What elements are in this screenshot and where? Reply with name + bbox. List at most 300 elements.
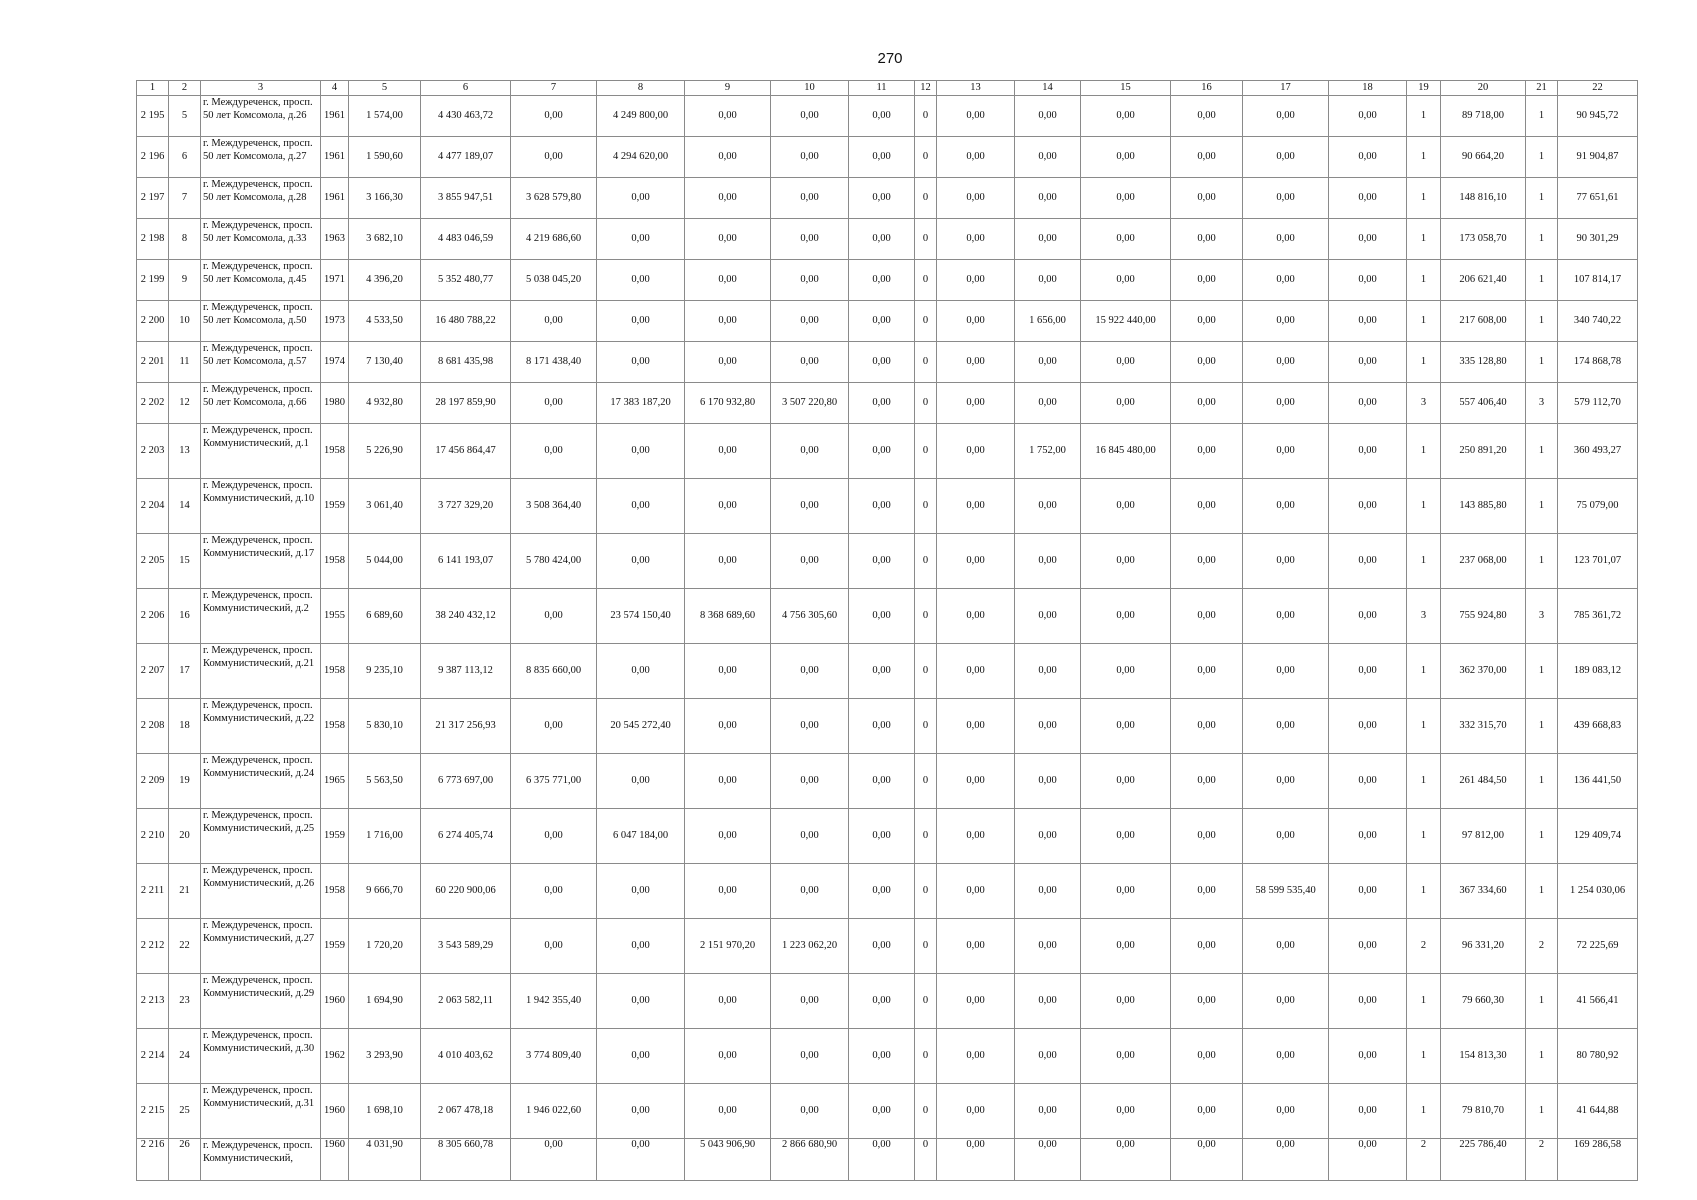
- table-cell: 0,00: [1015, 754, 1081, 809]
- table-cell: 217 608,00: [1441, 301, 1526, 342]
- table-row: [137, 864, 1638, 919]
- table-cell: 0,00: [771, 974, 849, 1029]
- table-cell: 2 205: [137, 534, 169, 589]
- address-cell: г. Междуреченск, просп. 50 лет Комсомола, д.50: [201, 301, 321, 342]
- table-cell: 0,00: [1015, 644, 1081, 699]
- table-cell: 0,00: [511, 864, 597, 919]
- table-cell: 0,00: [1243, 424, 1329, 479]
- column-header-3: 3: [201, 81, 321, 96]
- table-cell: 6 375 771,00: [511, 754, 597, 809]
- table-cell: 0,00: [1081, 974, 1171, 1029]
- table-cell: 11: [169, 342, 201, 383]
- table-cell: 0,00: [1329, 178, 1407, 219]
- table-cell: 8: [169, 219, 201, 260]
- table-row: [137, 644, 1638, 699]
- column-header-19: 19: [1407, 81, 1441, 96]
- table-cell: 1 574,00: [349, 96, 421, 137]
- table-cell: 6: [169, 137, 201, 178]
- table-body: [137, 96, 1638, 1181]
- table-cell: 0,00: [511, 301, 597, 342]
- table-cell: 0,00: [1243, 1139, 1329, 1181]
- table-cell: 18: [169, 699, 201, 754]
- table-cell: 0: [915, 699, 937, 754]
- table-cell: 1980: [321, 383, 349, 424]
- table-cell: 1: [1526, 219, 1558, 260]
- table-cell: 14: [169, 479, 201, 534]
- table-cell: 0,00: [597, 301, 685, 342]
- table-cell: 17 456 864,47: [421, 424, 511, 479]
- table-cell: 0,00: [1243, 1029, 1329, 1084]
- table-cell: 0,00: [1243, 137, 1329, 178]
- table-cell: 0,00: [1329, 809, 1407, 864]
- table-cell: 5 563,50: [349, 754, 421, 809]
- table-cell: 26: [169, 1139, 201, 1181]
- table-cell: 0,00: [1171, 424, 1243, 479]
- table-cell: 0,00: [1081, 1029, 1171, 1084]
- table-cell: 2 063 582,11: [421, 974, 511, 1029]
- table-cell: 250 891,20: [1441, 424, 1526, 479]
- table-cell: 2 203: [137, 424, 169, 479]
- table-cell: 0: [915, 1029, 937, 1084]
- table-cell: 0: [915, 260, 937, 301]
- table-cell: 0,00: [849, 754, 915, 809]
- table-cell: 0,00: [849, 1084, 915, 1139]
- table-cell: 0,00: [597, 1029, 685, 1084]
- table-row: [137, 301, 1638, 342]
- table-cell: 0,00: [937, 589, 1015, 644]
- table-cell: 0,00: [1171, 809, 1243, 864]
- table-cell: 1 946 022,60: [511, 1084, 597, 1139]
- table-cell: 0,00: [1329, 699, 1407, 754]
- table-cell: 0,00: [1015, 178, 1081, 219]
- table-cell: 148 816,10: [1441, 178, 1526, 219]
- table-cell: 0,00: [849, 809, 915, 864]
- table-cell: 8 171 438,40: [511, 342, 597, 383]
- table-cell: 0,00: [771, 644, 849, 699]
- column-header-22: 22: [1558, 81, 1638, 96]
- table-cell: 1: [1526, 137, 1558, 178]
- table-cell: 0,00: [771, 424, 849, 479]
- table-cell: 3 727 329,20: [421, 479, 511, 534]
- table-cell: 0,00: [849, 137, 915, 178]
- table-cell: 1 656,00: [1015, 301, 1081, 342]
- table-cell: 1: [1526, 342, 1558, 383]
- table-cell: 2 207: [137, 644, 169, 699]
- table-cell: 0,00: [1081, 96, 1171, 137]
- table-cell: 0,00: [937, 342, 1015, 383]
- table-row: [137, 974, 1638, 1029]
- address-cell: г. Междуреченск, просп. Коммунистический, д.25: [201, 809, 321, 864]
- table-cell: 0: [915, 974, 937, 1029]
- table-cell: 0,00: [511, 137, 597, 178]
- table-cell: 1: [1407, 219, 1441, 260]
- table-row: [137, 589, 1638, 644]
- table-cell: 0,00: [1243, 219, 1329, 260]
- table-cell: 154 813,30: [1441, 1029, 1526, 1084]
- table-cell: 1: [1526, 96, 1558, 137]
- table-cell: 0,00: [937, 301, 1015, 342]
- table-cell: 1: [1526, 809, 1558, 864]
- table-cell: 0,00: [1171, 534, 1243, 589]
- table-cell: 1: [1407, 1084, 1441, 1139]
- table-row: [137, 479, 1638, 534]
- table-cell: 0,00: [1243, 479, 1329, 534]
- table-cell: 0,00: [1015, 974, 1081, 1029]
- table-cell: 0,00: [937, 864, 1015, 919]
- table-cell: 169 286,58: [1558, 1139, 1638, 1181]
- table-cell: 0,00: [1081, 644, 1171, 699]
- table-cell: 2 197: [137, 178, 169, 219]
- table-cell: 6 141 193,07: [421, 534, 511, 589]
- table-cell: 1: [1526, 178, 1558, 219]
- table-cell: 0,00: [597, 219, 685, 260]
- table-cell: 79 810,70: [1441, 1084, 1526, 1139]
- table-cell: 72 225,69: [1558, 919, 1638, 974]
- table-cell: 0,00: [937, 137, 1015, 178]
- table-cell: 16 845 480,00: [1081, 424, 1171, 479]
- table-cell: 0,00: [1171, 1084, 1243, 1139]
- table-cell: 1 942 355,40: [511, 974, 597, 1029]
- table-cell: 0,00: [597, 534, 685, 589]
- table-cell: 579 112,70: [1558, 383, 1638, 424]
- table-row: [137, 534, 1638, 589]
- table-cell: 0: [915, 1084, 937, 1139]
- table-cell: 16: [169, 589, 201, 644]
- table-cell: 2 213: [137, 974, 169, 1029]
- table-cell: 1958: [321, 534, 349, 589]
- address-cell: г. Междуреченск, просп. Коммунистический, д.31: [201, 1084, 321, 1139]
- table-cell: 0,00: [849, 178, 915, 219]
- table-cell: 0,00: [849, 96, 915, 137]
- table-cell: 0,00: [771, 301, 849, 342]
- table-cell: 123 701,07: [1558, 534, 1638, 589]
- table-cell: 3 166,30: [349, 178, 421, 219]
- table-cell: 0,00: [1243, 260, 1329, 301]
- table-cell: 0,00: [685, 137, 771, 178]
- address-cell: г. Междуреченск, просп. 50 лет Комсомола, д.28: [201, 178, 321, 219]
- table-cell: 77 651,61: [1558, 178, 1638, 219]
- address-cell: г. Междуреченск, просп. Коммунистический, д.17: [201, 534, 321, 589]
- table-cell: 0,00: [1329, 919, 1407, 974]
- table-cell: 2 067 478,18: [421, 1084, 511, 1139]
- table-cell: 2 196: [137, 137, 169, 178]
- table-cell: 0,00: [597, 342, 685, 383]
- table-cell: 360 493,27: [1558, 424, 1638, 479]
- table-cell: 0,00: [1015, 589, 1081, 644]
- table-cell: 1: [1526, 301, 1558, 342]
- column-header-10: 10: [771, 81, 849, 96]
- table-cell: 0,00: [937, 424, 1015, 479]
- table-cell: 0,00: [1171, 754, 1243, 809]
- table-cell: 3 293,90: [349, 1029, 421, 1084]
- table-cell: 0,00: [849, 699, 915, 754]
- table-cell: 0,00: [1015, 342, 1081, 383]
- table-row: [137, 1084, 1638, 1139]
- table-cell: 0,00: [849, 1139, 915, 1181]
- table-cell: 0,00: [1015, 699, 1081, 754]
- table-cell: 79 660,30: [1441, 974, 1526, 1029]
- address-cell: г. Междуреченск, просп. Коммунистический, д.21: [201, 644, 321, 699]
- table-cell: 1 223 062,20: [771, 919, 849, 974]
- table-cell: 136 441,50: [1558, 754, 1638, 809]
- table-cell: 332 315,70: [1441, 699, 1526, 754]
- table-row: [137, 1029, 1638, 1084]
- table-cell: 5 038 045,20: [511, 260, 597, 301]
- table-cell: 0,00: [685, 754, 771, 809]
- table-cell: 0,00: [1329, 479, 1407, 534]
- table-cell: 173 058,70: [1441, 219, 1526, 260]
- table-cell: 0,00: [1329, 1139, 1407, 1181]
- table-cell: 20: [169, 809, 201, 864]
- table-cell: 1958: [321, 424, 349, 479]
- table-cell: 2 198: [137, 219, 169, 260]
- table-cell: 1: [1407, 1029, 1441, 1084]
- table-cell: 90 945,72: [1558, 96, 1638, 137]
- table-cell: 1974: [321, 342, 349, 383]
- table-cell: 1: [1407, 754, 1441, 809]
- table-cell: 0,00: [771, 1029, 849, 1084]
- table-cell: 0: [915, 754, 937, 809]
- table-cell: 0,00: [685, 699, 771, 754]
- table-cell: 0,00: [1329, 1029, 1407, 1084]
- table-cell: 0,00: [1329, 589, 1407, 644]
- table-cell: 0: [915, 219, 937, 260]
- table-cell: 0,00: [937, 479, 1015, 534]
- table-cell: 0,00: [1081, 809, 1171, 864]
- table-cell: 1: [1407, 809, 1441, 864]
- table-cell: 23 574 150,40: [597, 589, 685, 644]
- table-cell: 0,00: [1243, 919, 1329, 974]
- column-header-21: 21: [1526, 81, 1558, 96]
- table-cell: 19: [169, 754, 201, 809]
- table-cell: 9: [169, 260, 201, 301]
- table-cell: 0,00: [1243, 809, 1329, 864]
- table-cell: 0,00: [937, 809, 1015, 864]
- table-cell: 0,00: [849, 864, 915, 919]
- table-cell: 1958: [321, 864, 349, 919]
- table-cell: 1: [1407, 974, 1441, 1029]
- table-cell: 1: [1407, 301, 1441, 342]
- table-cell: 0,00: [937, 644, 1015, 699]
- table-cell: 2 211: [137, 864, 169, 919]
- table-cell: 2 151 970,20: [685, 919, 771, 974]
- column-header-18: 18: [1329, 81, 1407, 96]
- table-row: [137, 919, 1638, 974]
- table-cell: 0: [915, 479, 937, 534]
- table-cell: 0,00: [1171, 919, 1243, 974]
- table-cell: 0: [915, 424, 937, 479]
- table-cell: 367 334,60: [1441, 864, 1526, 919]
- table-cell: 1971: [321, 260, 349, 301]
- table-cell: 2 201: [137, 342, 169, 383]
- table-cell: 0,00: [511, 699, 597, 754]
- table-cell: 17: [169, 644, 201, 699]
- table-cell: 24: [169, 1029, 201, 1084]
- address-cell: г. Междуреченск, просп. 50 лет Комсомола, д.45: [201, 260, 321, 301]
- table-cell: 2 866 680,90: [771, 1139, 849, 1181]
- table-cell: 10: [169, 301, 201, 342]
- table-cell: 3: [1407, 589, 1441, 644]
- table-cell: 0,00: [511, 809, 597, 864]
- table-cell: 25: [169, 1084, 201, 1139]
- table-cell: 1: [1526, 260, 1558, 301]
- table-cell: 237 068,00: [1441, 534, 1526, 589]
- table-cell: 0,00: [1081, 1084, 1171, 1139]
- table-cell: 3 682,10: [349, 219, 421, 260]
- table-cell: 12: [169, 383, 201, 424]
- table-cell: 0,00: [1171, 260, 1243, 301]
- table-cell: 3: [1526, 383, 1558, 424]
- table-cell: 2 215: [137, 1084, 169, 1139]
- table-row: [137, 137, 1638, 178]
- table-cell: 0,00: [1243, 342, 1329, 383]
- table-cell: 8 835 660,00: [511, 644, 597, 699]
- table-cell: 0,00: [685, 644, 771, 699]
- table-cell: 2 199: [137, 260, 169, 301]
- table-cell: 3 628 579,80: [511, 178, 597, 219]
- table-cell: 90 664,20: [1441, 137, 1526, 178]
- table-cell: 0: [915, 1139, 937, 1181]
- table-cell: 0,00: [1015, 219, 1081, 260]
- table-cell: 0,00: [937, 96, 1015, 137]
- table-cell: 3: [1526, 589, 1558, 644]
- table-cell: 755 924,80: [1441, 589, 1526, 644]
- table-cell: 0,00: [1081, 178, 1171, 219]
- table-cell: 0: [915, 96, 937, 137]
- table-cell: 0,00: [1243, 589, 1329, 644]
- table-cell: 0,00: [1081, 754, 1171, 809]
- table-cell: 0,00: [771, 534, 849, 589]
- table-cell: 1960: [321, 1139, 349, 1181]
- table-cell: 0,00: [597, 644, 685, 699]
- table-cell: 1 254 030,06: [1558, 864, 1638, 919]
- table-cell: 0,00: [1171, 589, 1243, 644]
- table-cell: 174 868,78: [1558, 342, 1638, 383]
- table-cell: 0,00: [1015, 1139, 1081, 1181]
- table-cell: 0,00: [1171, 301, 1243, 342]
- table-cell: 1: [1407, 342, 1441, 383]
- table-cell: 0,00: [1329, 301, 1407, 342]
- table-cell: 8 681 435,98: [421, 342, 511, 383]
- table-row: [137, 754, 1638, 809]
- table-cell: 1959: [321, 479, 349, 534]
- table-cell: 0,00: [1081, 137, 1171, 178]
- address-cell: г. Междуреченск, просп. Коммунистический, д.30: [201, 1029, 321, 1084]
- table-cell: 4 010 403,62: [421, 1029, 511, 1084]
- table-cell: 2 204: [137, 479, 169, 534]
- table-row: [137, 219, 1638, 260]
- table-cell: 0,00: [1329, 342, 1407, 383]
- address-cell: г. Междуреченск, просп. 50 лет Комсомола, д.33: [201, 219, 321, 260]
- table-cell: 1: [1526, 754, 1558, 809]
- table-cell: 0,00: [1081, 589, 1171, 644]
- address-cell: г. Междуреченск, просп. Коммунистический, д.22: [201, 699, 321, 754]
- table-cell: 785 361,72: [1558, 589, 1638, 644]
- address-cell: г. Междуреченск, просп. Коммунистический, д.27: [201, 919, 321, 974]
- table-cell: 0,00: [1329, 864, 1407, 919]
- table-cell: 0,00: [771, 260, 849, 301]
- table-cell: 0,00: [1081, 864, 1171, 919]
- table-cell: 17 383 187,20: [597, 383, 685, 424]
- table-cell: 335 128,80: [1441, 342, 1526, 383]
- table-cell: 0,00: [1081, 479, 1171, 534]
- table-cell: 0,00: [1329, 219, 1407, 260]
- column-header-9: 9: [685, 81, 771, 96]
- column-header-4: 4: [321, 81, 349, 96]
- table-cell: 1: [1407, 260, 1441, 301]
- table-cell: 3 543 589,29: [421, 919, 511, 974]
- table-cell: 0,00: [1243, 754, 1329, 809]
- table-cell: 0,00: [771, 864, 849, 919]
- table-cell: 3 774 809,40: [511, 1029, 597, 1084]
- table-cell: 0,00: [1015, 1029, 1081, 1084]
- table-cell: 97 812,00: [1441, 809, 1526, 864]
- table-cell: 28 197 859,90: [421, 383, 511, 424]
- table-cell: 0,00: [685, 1084, 771, 1139]
- table-cell: 2 195: [137, 96, 169, 137]
- table-cell: 1962: [321, 1029, 349, 1084]
- table-cell: 1 752,00: [1015, 424, 1081, 479]
- table-cell: 1: [1407, 137, 1441, 178]
- table-cell: 5: [169, 96, 201, 137]
- table-cell: 41 644,88: [1558, 1084, 1638, 1139]
- table-cell: 4 477 189,07: [421, 137, 511, 178]
- table-cell: 1: [1526, 699, 1558, 754]
- table-cell: 4 932,80: [349, 383, 421, 424]
- table-cell: 4 219 686,60: [511, 219, 597, 260]
- table-cell: 0,00: [849, 479, 915, 534]
- table-cell: 0,00: [1329, 96, 1407, 137]
- table-cell: 1: [1407, 534, 1441, 589]
- table-cell: 0: [915, 178, 937, 219]
- table-cell: 206 621,40: [1441, 260, 1526, 301]
- column-header-17: 17: [1243, 81, 1329, 96]
- table-cell: 2 210: [137, 809, 169, 864]
- table-cell: 0,00: [685, 342, 771, 383]
- column-header-5: 5: [349, 81, 421, 96]
- table-cell: 0,00: [511, 383, 597, 424]
- table-cell: 107 814,17: [1558, 260, 1638, 301]
- table-cell: 129 409,74: [1558, 809, 1638, 864]
- table-row: [137, 260, 1638, 301]
- column-header-8: 8: [597, 81, 685, 96]
- table-cell: 0: [915, 301, 937, 342]
- column-number-header-row: [137, 81, 1638, 96]
- table-cell: 7: [169, 178, 201, 219]
- table-cell: 20 545 272,40: [597, 699, 685, 754]
- address-cell: г. Междуреченск, просп. Коммунистический, д.24: [201, 754, 321, 809]
- table-cell: 0,00: [849, 1029, 915, 1084]
- table-cell: 1959: [321, 919, 349, 974]
- table-cell: 1961: [321, 137, 349, 178]
- table-cell: 0,00: [1329, 644, 1407, 699]
- table-cell: 1: [1526, 974, 1558, 1029]
- table-cell: 340 740,22: [1558, 301, 1638, 342]
- table-cell: 5 044,00: [349, 534, 421, 589]
- table-cell: 0: [915, 534, 937, 589]
- table-cell: 439 668,83: [1558, 699, 1638, 754]
- table-cell: 0,00: [1171, 1139, 1243, 1181]
- table-cell: 1: [1407, 699, 1441, 754]
- page-number: 270: [877, 50, 903, 67]
- table-cell: 0,00: [849, 919, 915, 974]
- table-cell: 75 079,00: [1558, 479, 1638, 534]
- table-cell: 1973: [321, 301, 349, 342]
- table-cell: 0,00: [1081, 1139, 1171, 1181]
- table-cell: 261 484,50: [1441, 754, 1526, 809]
- table-cell: 0,00: [597, 864, 685, 919]
- table-cell: 1955: [321, 589, 349, 644]
